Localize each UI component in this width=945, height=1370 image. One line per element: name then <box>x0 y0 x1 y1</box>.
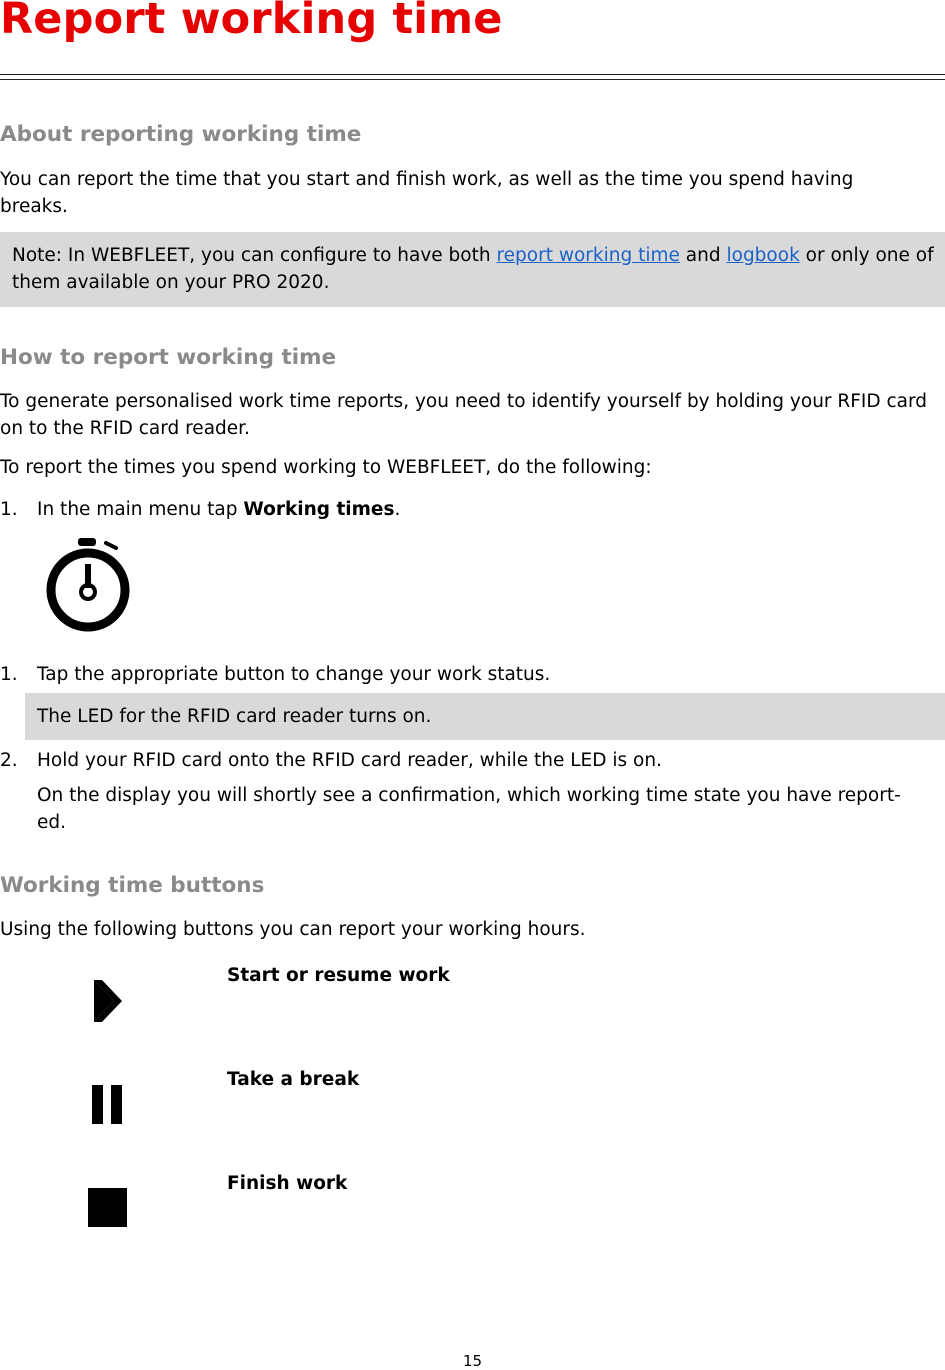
page-title: Report working time <box>0 0 503 44</box>
howto-heading: How to report working time <box>0 345 337 370</box>
about-heading: About reporting working time <box>0 122 362 147</box>
howto-intro-1: To generate personalised work time reports, you need to identify yourself by holding your RFID card on to the RFID card reader. <box>0 391 928 439</box>
start-work-label: Start or resume work <box>227 965 450 986</box>
page-number: 15 <box>462 1352 483 1370</box>
pause-icon <box>92 1085 124 1125</box>
step-hold-rfid: Hold your RFID card onto the RFID card reader, while the LED is on. <box>37 750 662 771</box>
note-text-suffix: or only one of them available on your PRO 2020. <box>12 245 934 293</box>
report-working-time-link[interactable]: report working time <box>496 245 680 266</box>
step-tap-working-times <box>37 496 917 523</box>
take-break-label: Take a break <box>227 1069 360 1090</box>
step-number: 1. <box>0 664 18 685</box>
step-number: 2. <box>0 750 18 771</box>
buttons-heading: Working time buttons <box>0 873 265 898</box>
stopwatch-icon <box>40 534 136 638</box>
webfleet-note <box>0 232 945 307</box>
buttons-intro: Using the following buttons you can report your working hours. <box>0 919 586 940</box>
about-body: You can report the time that you start and finish work, as well as the time you spend having breaks. <box>0 169 854 217</box>
step-text-end: . <box>394 499 401 520</box>
logbook-link[interactable]: logbook <box>726 245 800 266</box>
step-hold-rfid-detail: On the display you will shortly see a confirmation, which working time state you have report-ed. <box>37 785 901 833</box>
howto-intro-2: To report the times you spend working to WEBFLEET, do the following: <box>0 457 652 478</box>
step-change-status: Tap the appropriate button to change your work status. <box>37 664 551 685</box>
step-text: In the main menu tap <box>37 499 244 520</box>
finish-work-label: Finish work <box>227 1173 348 1194</box>
step-number: 1. <box>0 499 18 520</box>
note-text-mid: and <box>679 245 727 266</box>
working-times-menu-label: Working times <box>243 499 395 520</box>
title-rule-bottom <box>0 79 945 80</box>
stop-icon <box>88 1188 128 1228</box>
led-note: The LED for the RFID card reader turns on. <box>25 693 945 740</box>
note-text-prefix: Note: In WEBFLEET, you can configure to have both <box>12 245 497 266</box>
title-rule-top <box>0 74 945 75</box>
play-icon <box>92 980 124 1022</box>
